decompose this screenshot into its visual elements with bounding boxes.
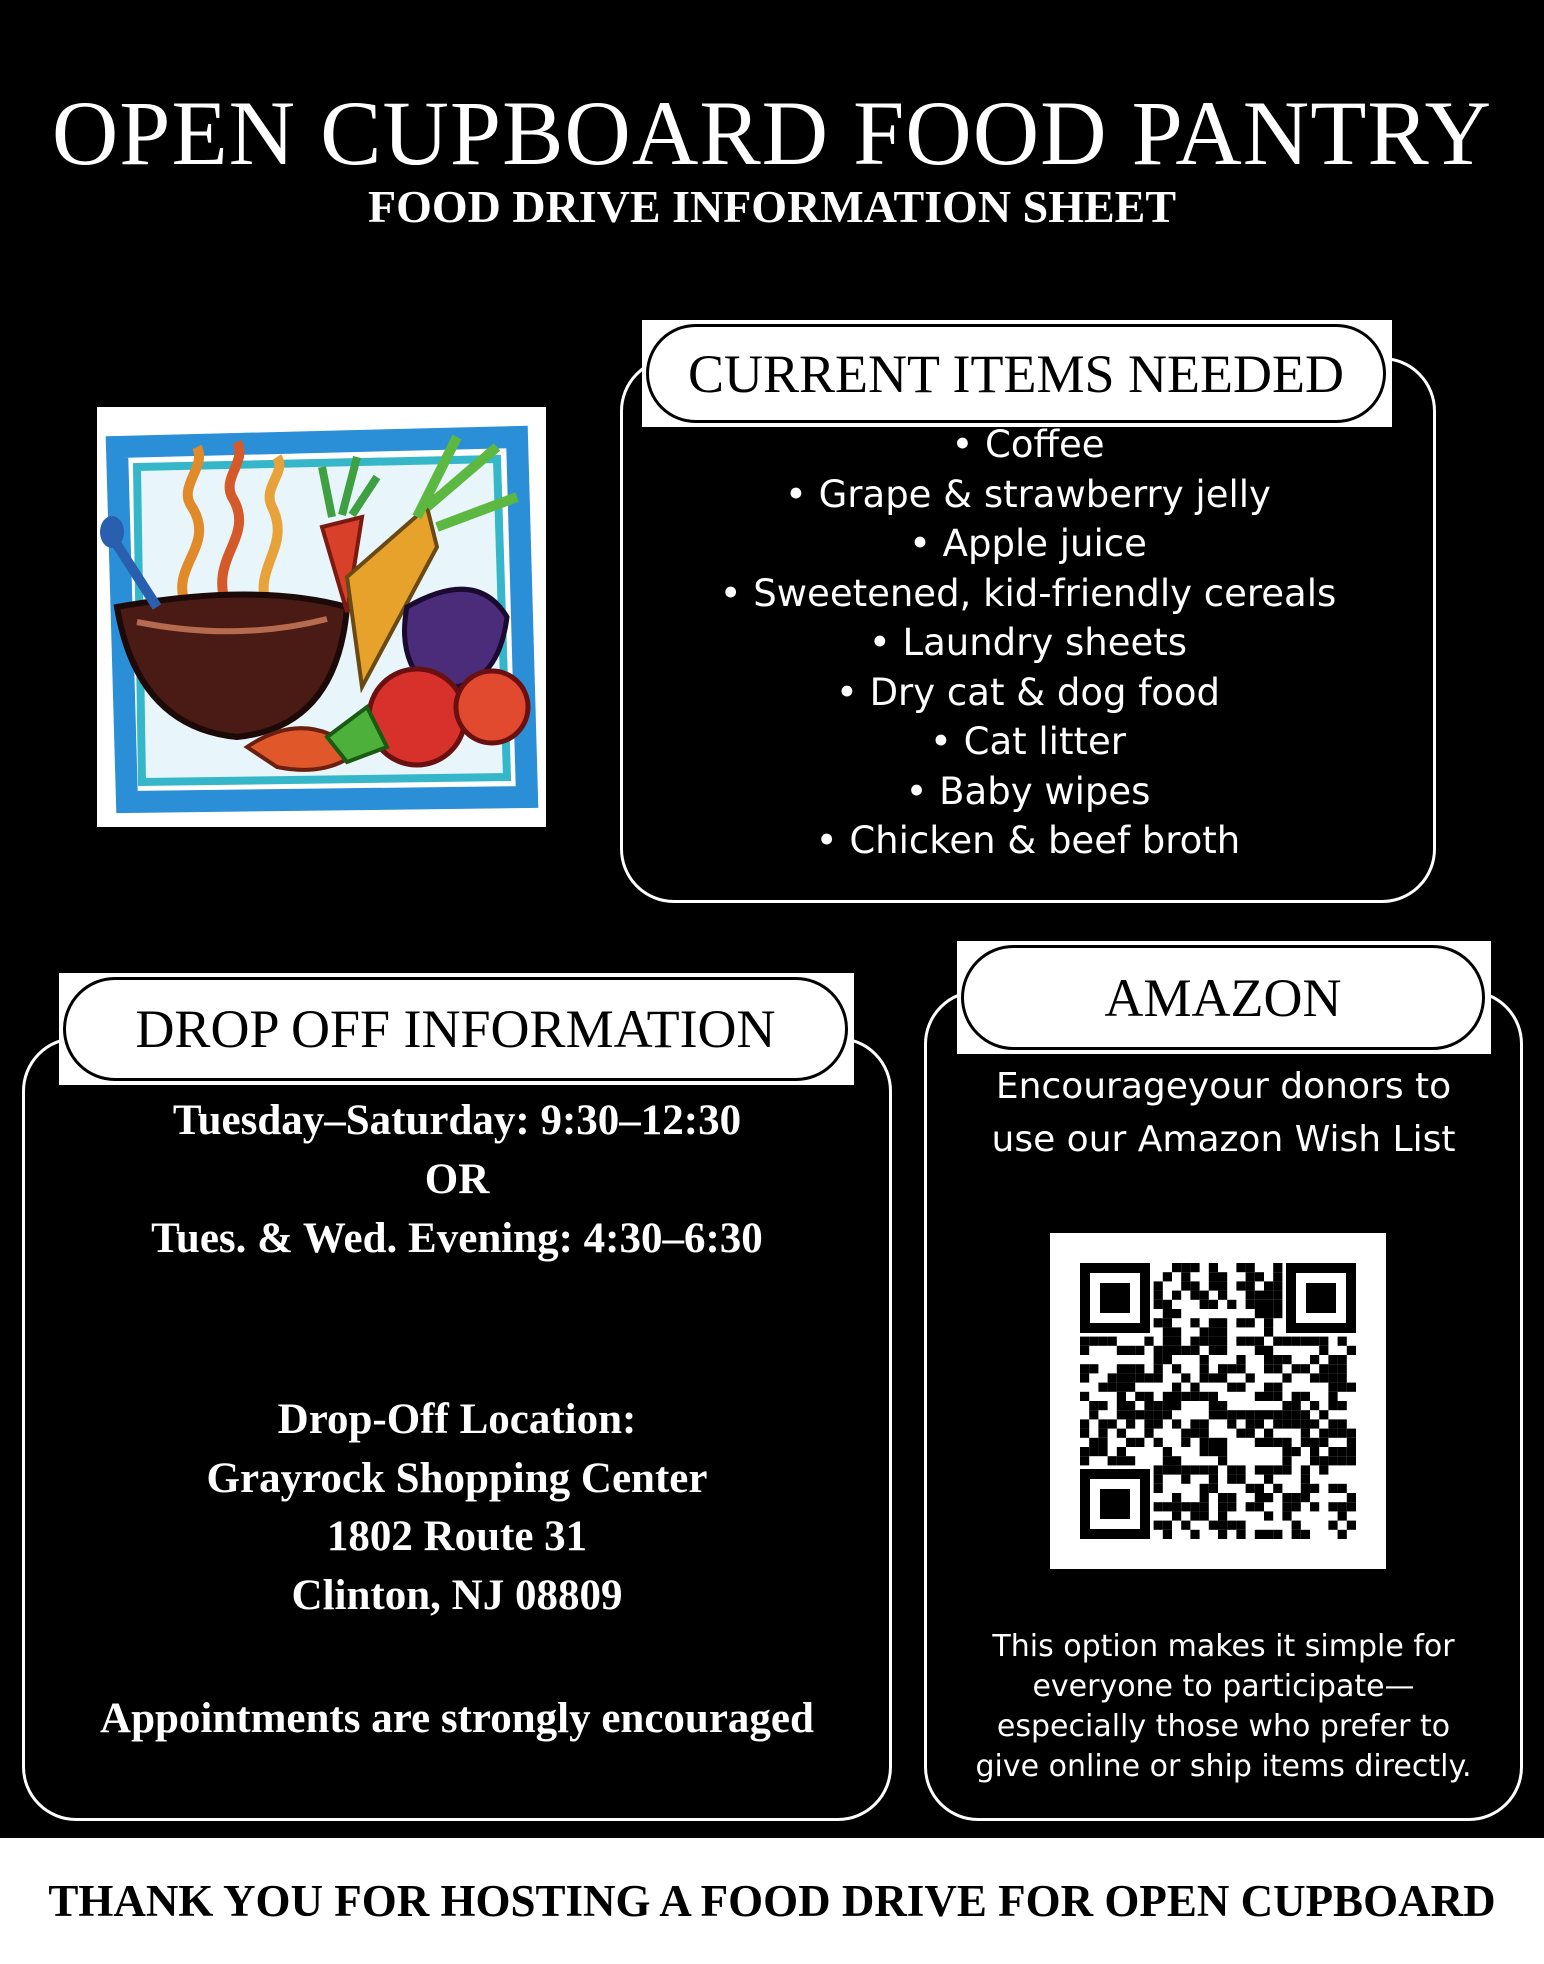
dropoff-note: Appointments are strongly encouraged — [100, 1695, 814, 1742]
dropoff-city: Clinton, NJ 08809 — [291, 1572, 623, 1619]
dropoff-hours-day: Tuesday–Saturday: 9:30–12:30 — [172, 1097, 742, 1144]
items-heading-backdrop — [642, 320, 1392, 427]
footer-bar — [0, 1838, 1544, 1964]
food-illustration — [97, 407, 546, 827]
dropoff-location-name: Grayrock Shopping Center — [206, 1455, 708, 1502]
list-item: • Grape & strawberry jelly — [785, 472, 1271, 516]
qr-code[interactable] — [1050, 1233, 1386, 1569]
list-item: • Laundry sheets — [868, 621, 1188, 664]
dropoff-hours-evening: Tues. & Wed. Evening: 4:30–6:30 — [151, 1215, 763, 1262]
amazon-heading: AMAZON — [961, 945, 1485, 1050]
amazon-desc-1: This option makes it simple for — [992, 1629, 1455, 1664]
list-item: • Chicken & beef broth — [815, 819, 1241, 862]
list-item: • Coffee — [951, 423, 1105, 466]
list-item: • Baby wipes — [905, 769, 1151, 813]
list-item: • Sweetened, kid-friendly cereals — [719, 571, 1337, 615]
list-item: • Dry cat & dog food — [835, 670, 1220, 714]
dropoff-or: OR — [424, 1156, 490, 1203]
items-heading: CURRENT ITEMS NEEDED — [646, 324, 1386, 423]
page-title: OPEN CUPBOARD FOOD PANTRY — [51, 82, 1493, 184]
dropoff-location-label: Drop-Off Location: — [277, 1396, 637, 1443]
list-item: • Cat litter — [930, 720, 1126, 763]
amazon-desc-3: especially those who prefer to — [996, 1709, 1451, 1744]
amazon-desc-4: give online or ship items directly. — [975, 1749, 1472, 1784]
amazon-line-2: use our Amazon Wish List — [991, 1119, 1456, 1160]
items-list — [620, 420, 1436, 866]
list-item: • Apple juice — [909, 522, 1147, 565]
amazon-heading-backdrop — [957, 941, 1491, 1054]
footer-text: THANK YOU FOR HOSTING A FOOD DRIVE FOR OPEN CUPBOARD — [48, 1876, 1496, 1926]
dropoff-heading-backdrop — [59, 973, 854, 1085]
amazon-desc-2: everyone to participate— — [1032, 1669, 1415, 1704]
dropoff-heading: DROP OFF INFORMATION — [63, 977, 848, 1081]
dropoff-address: 1802 Route 31 — [326, 1513, 588, 1560]
page-subtitle: FOOD DRIVE INFORMATION SHEET — [367, 181, 1177, 232]
amazon-line-1: Encourageyour donors to — [995, 1066, 1452, 1107]
